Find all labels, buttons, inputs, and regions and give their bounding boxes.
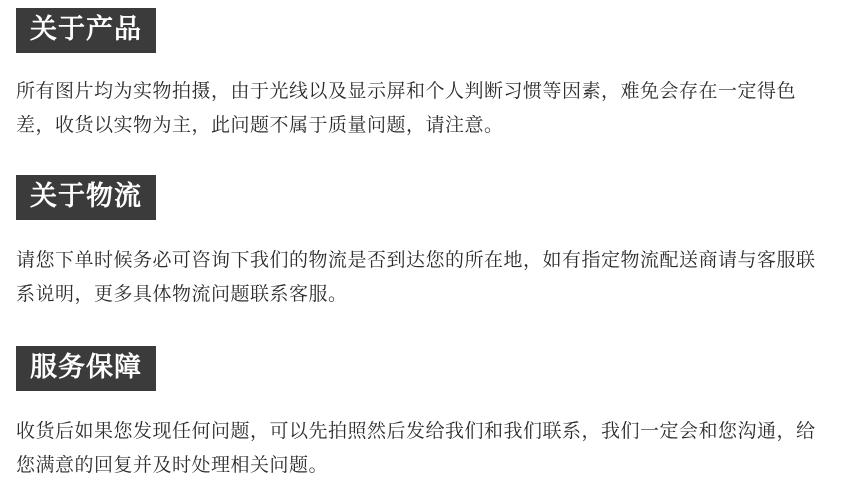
section-heading-about-logistics: 关于物流 [16, 175, 156, 220]
section-about-logistics [16, 143, 828, 312]
section-service-guarantee [16, 312, 828, 483]
section-body-about-logistics: 请您下单时候务必可咨询下我们的物流是否到达您的所在地，如有指定物流配送商请与客服联系说明，更多具体物流问题联系客服。 [16, 250, 816, 305]
section-about-product [16, 0, 828, 143]
section-body-about-product: 所有图片均为实物拍摄，由于光线以及显示屏和个人判断习惯等因素，难免会存在一定得色差，收货以实物为主，此问题不属于质量问题，请注意。 [16, 81, 797, 136]
section-body-service-guarantee: 收货后如果您发现任何问题，可以先拍照然后发给我们和我们联系，我们一定会和您沟通，给您满意的回复并及时处理相关问题。 [16, 421, 816, 476]
section-heading-service-guarantee: 服务保障 [16, 346, 156, 391]
section-heading-about-product: 关于产品 [16, 8, 156, 53]
